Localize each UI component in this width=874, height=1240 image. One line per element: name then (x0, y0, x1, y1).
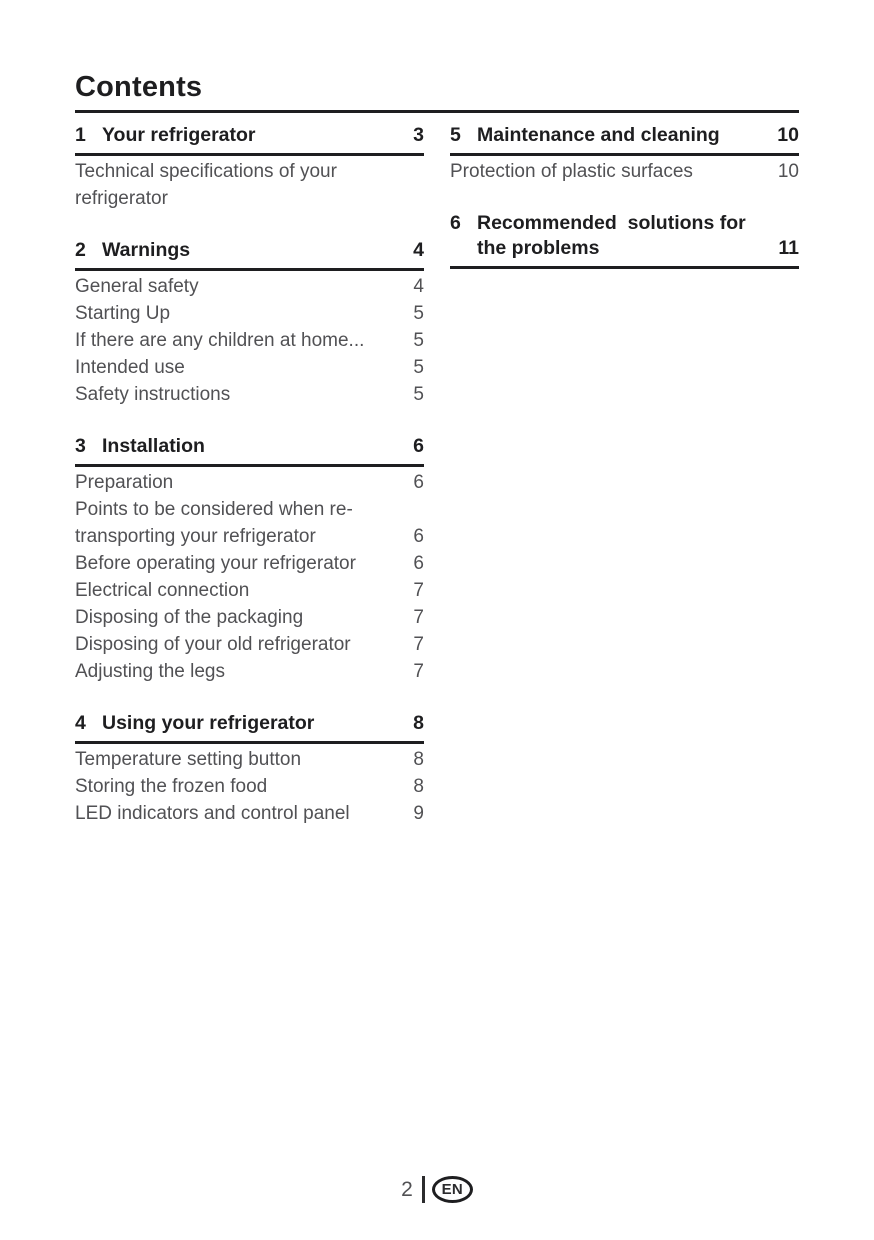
toc-entry-page-number: 10 (777, 161, 799, 182)
toc-entry-page-number: 4 (413, 276, 424, 297)
toc-entry (75, 577, 424, 604)
section-title: Warnings (102, 239, 191, 261)
toc-entry-label: General safety (75, 276, 199, 297)
toc-entry (75, 550, 424, 577)
page-footer (0, 1176, 874, 1203)
toc-entry-label: Intended use (75, 357, 185, 378)
footer-divider (422, 1176, 425, 1203)
section-entries (75, 156, 424, 212)
toc-entry-label: Before operating your refrigerator (75, 553, 356, 574)
section-page-number: 11 (778, 237, 799, 259)
toc-entry-page-number: 7 (413, 661, 424, 682)
toc-section-4 (75, 711, 424, 827)
toc-entry-page-number: 6 (413, 553, 424, 574)
toc-entry-page-number: 7 (413, 607, 424, 628)
toc-entry (450, 158, 799, 185)
toc-entry (75, 354, 424, 381)
section-number: 4 (75, 712, 86, 734)
toc-entry-label: LED indicators and control panel (75, 803, 350, 824)
toc-entry (75, 300, 424, 327)
section-heading (450, 211, 799, 269)
toc-entry-page-number: 5 (413, 303, 424, 324)
toc-entry-label: Safety instructions (75, 384, 231, 405)
section-entries (450, 156, 799, 185)
toc-entry-page-number: 5 (413, 357, 424, 378)
toc-entry (75, 469, 424, 496)
toc-columns (75, 123, 799, 853)
language-badge: EN (432, 1176, 473, 1203)
toc-entry-page-number: 9 (413, 803, 424, 824)
toc-section-1 (75, 123, 424, 212)
toc-section-3 (75, 434, 424, 685)
section-number: 3 (75, 435, 86, 457)
toc-entry-page-number: 8 (413, 776, 424, 797)
toc-entry (75, 381, 424, 408)
toc-entry (75, 658, 424, 685)
toc-entry-label: Adjusting the legs (75, 661, 225, 682)
toc-entry-label: Preparation (75, 472, 174, 493)
section-page-number: 4 (413, 239, 424, 261)
section-page-number: 3 (413, 124, 424, 146)
toc-entry-label: Temperature setting button (75, 749, 302, 770)
toc-entry (75, 746, 424, 773)
toc-entry-page-number: 5 (413, 384, 424, 405)
section-heading (75, 238, 424, 271)
toc-section-6 (450, 211, 799, 269)
toc-entry-label: Electrical connection (75, 580, 250, 601)
toc-entry-label: Disposing of the packaging (75, 607, 304, 628)
page-content (75, 72, 799, 853)
page-title: Contents (75, 71, 203, 103)
footer-page-number: 2 (401, 1177, 413, 1201)
toc-entry-label: Points to be considered when re-transporting your refrigerator (75, 499, 353, 547)
toc-entry-page-number: 8 (413, 749, 424, 770)
section-heading (450, 123, 799, 156)
section-entries (75, 271, 424, 408)
section-title: Maintenance and cleaning (477, 124, 720, 146)
toc-section-2 (75, 238, 424, 408)
toc-entry (75, 773, 424, 800)
toc-entry (75, 273, 424, 300)
toc-entry-label: If there are any children at home... (75, 330, 365, 351)
toc-entry-page-number: 6 (413, 472, 424, 493)
toc-entry-label: Protection of plastic surfaces (450, 161, 693, 182)
toc-entry-page-number: 5 (413, 330, 424, 351)
toc-entry-page-number: 7 (413, 580, 424, 601)
toc-entry-page-number: 6 (413, 526, 424, 547)
section-title: Recommended solutions for the problems (477, 212, 752, 259)
section-title: Using your refrigerator (102, 712, 315, 734)
toc-entry-label: Starting Up (75, 303, 171, 324)
toc-column-left (75, 123, 424, 853)
section-page-number: 10 (777, 124, 799, 146)
section-entries (75, 744, 424, 827)
toc-entry-label: Technical specifications of your refrigerator (75, 161, 337, 209)
section-heading (75, 434, 424, 467)
section-heading (75, 123, 424, 156)
toc-column-right (450, 123, 799, 295)
section-number: 1 (75, 124, 86, 146)
section-page-number: 6 (413, 435, 424, 457)
title-divider (75, 110, 799, 113)
section-number: 5 (450, 124, 461, 146)
toc-entry-label: Disposing of your old refrigerator (75, 634, 351, 655)
section-title: Your refrigerator (102, 124, 256, 146)
section-number: 2 (75, 239, 86, 261)
toc-entry-label: Storing the frozen food (75, 776, 268, 797)
toc-entry (75, 604, 424, 631)
section-page-number: 8 (413, 712, 424, 734)
section-title: Installation (102, 435, 205, 457)
toc-entry (75, 496, 424, 550)
toc-entry-page-number: 7 (413, 634, 424, 655)
section-heading (75, 711, 424, 744)
toc-entry (75, 158, 424, 212)
toc-entry (75, 631, 424, 658)
toc-entry (75, 800, 424, 827)
toc-section-5 (450, 123, 799, 185)
section-entries (75, 467, 424, 685)
toc-entry (75, 327, 424, 354)
section-number: 6 (450, 212, 461, 234)
